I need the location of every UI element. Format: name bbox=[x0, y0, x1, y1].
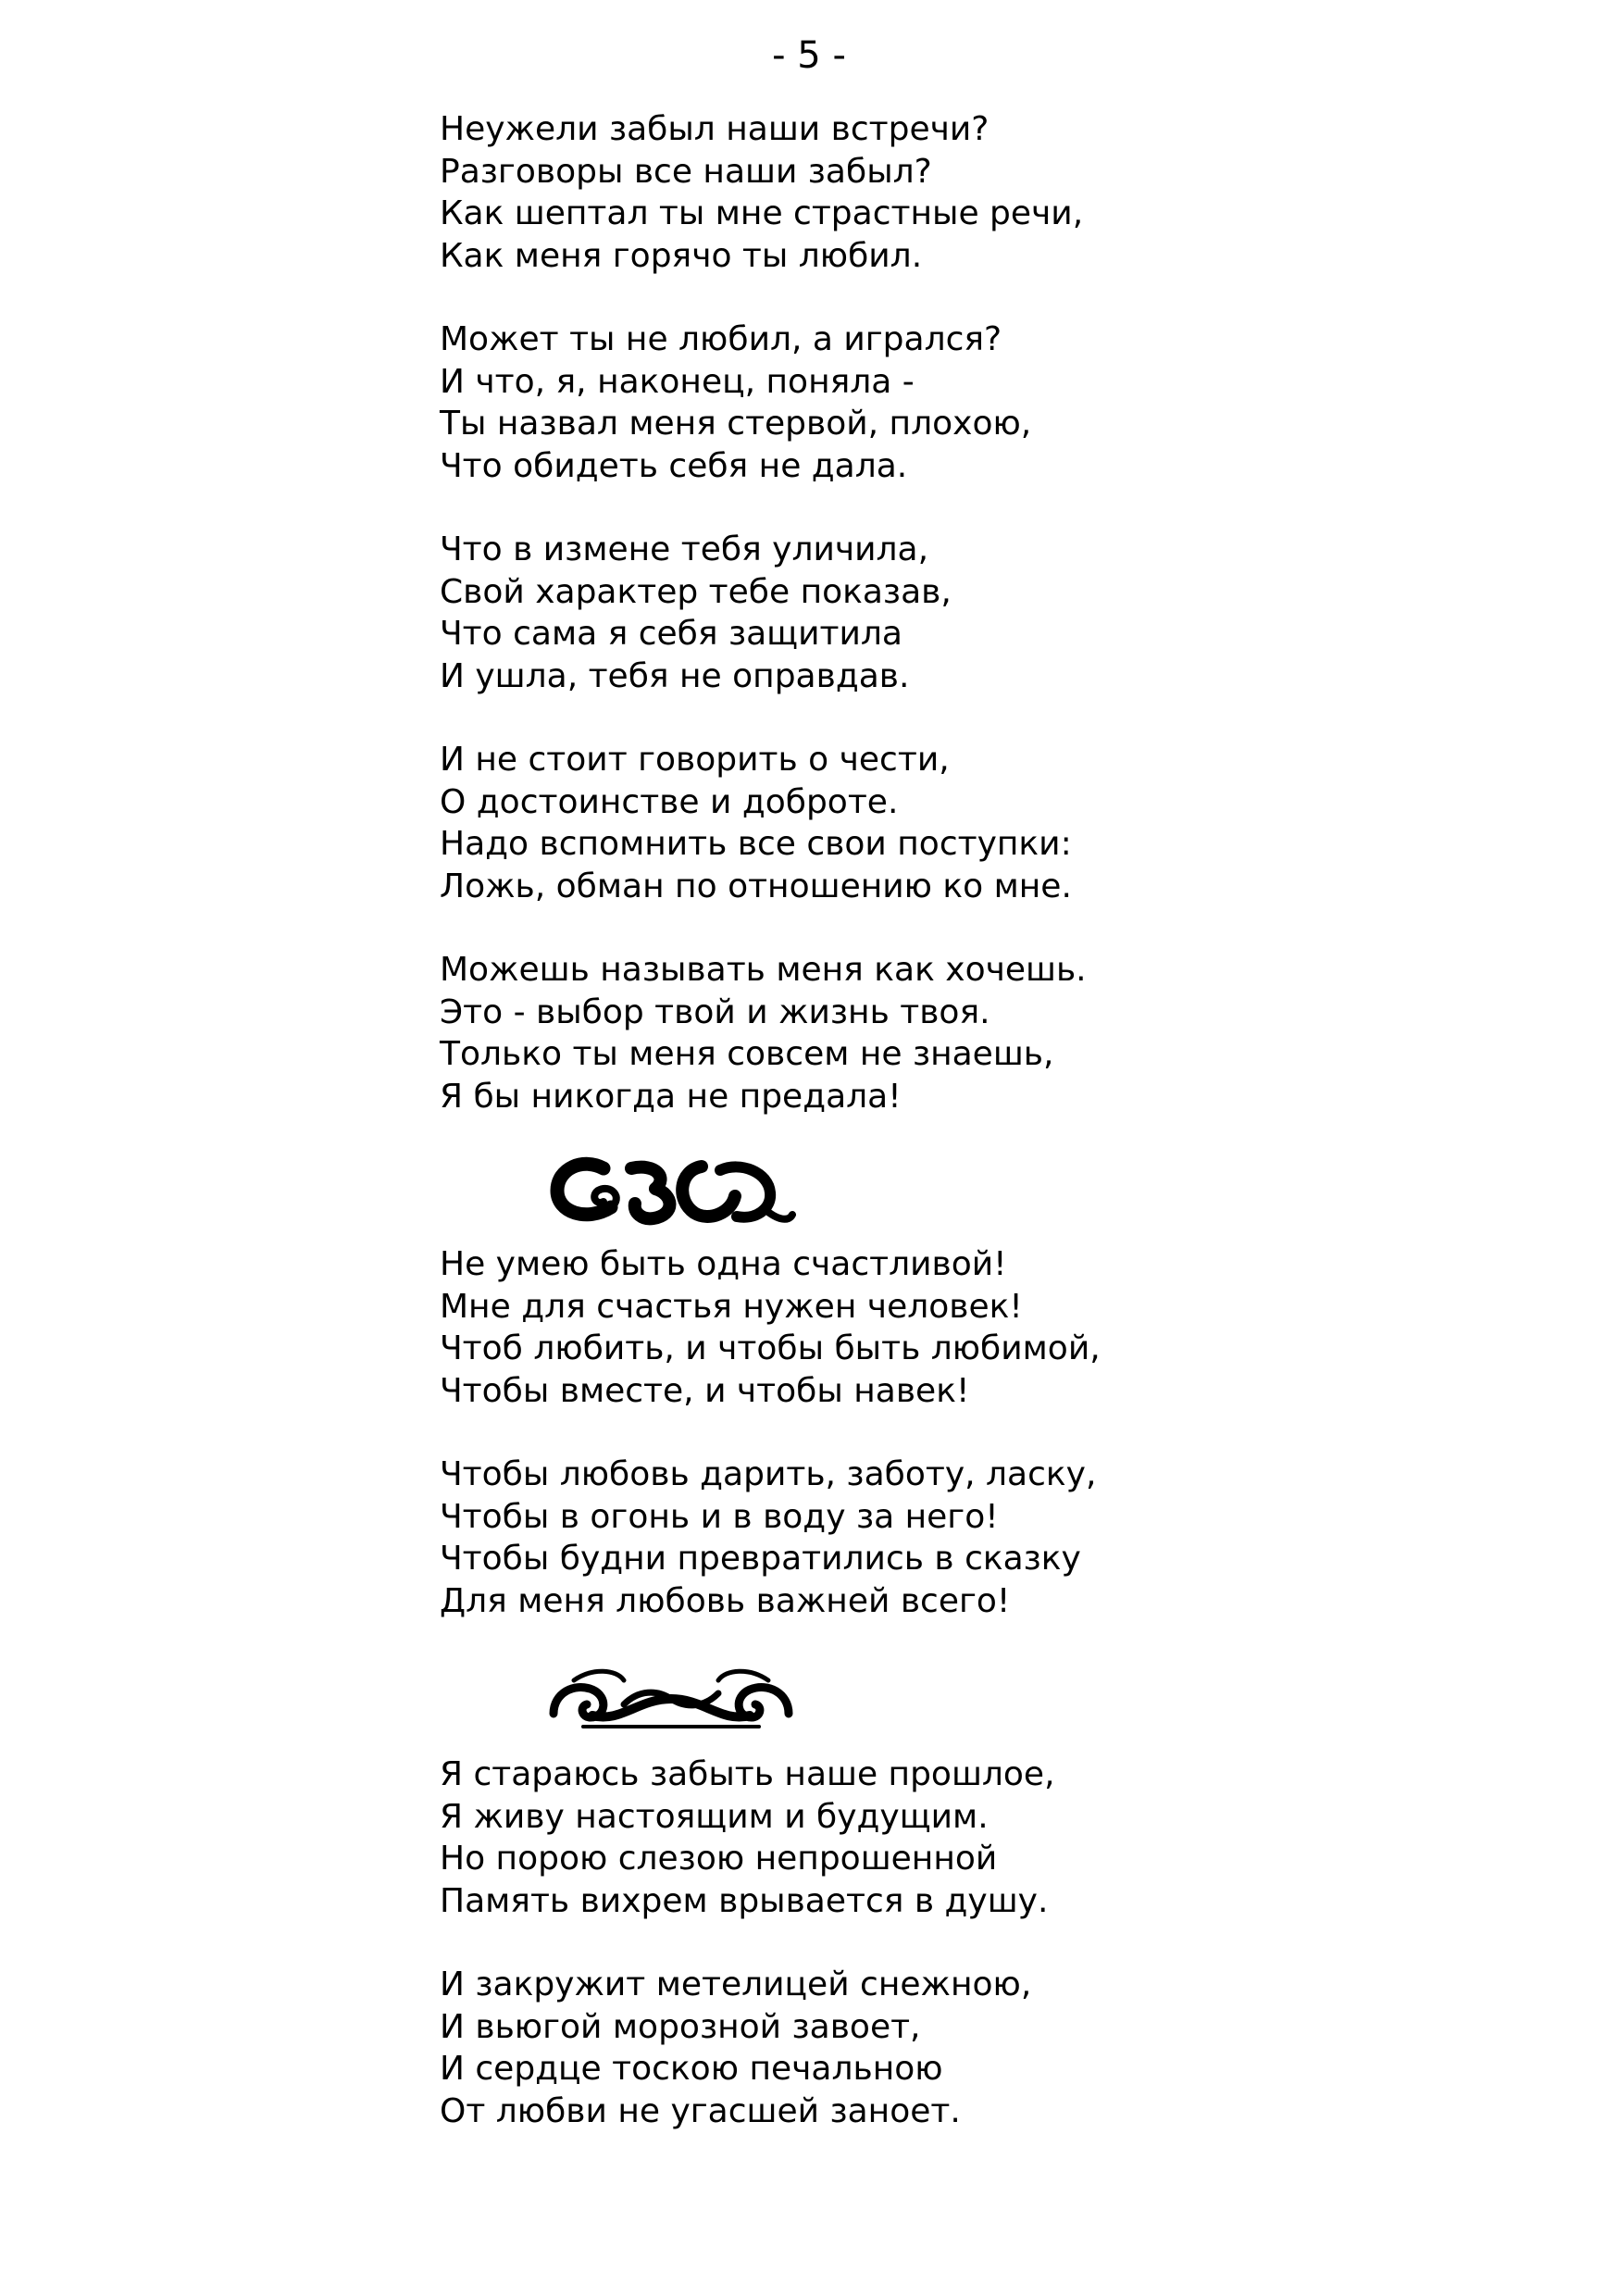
page-number: - 5 - bbox=[772, 34, 846, 77]
stanza bbox=[440, 949, 1087, 1117]
poem-line: Мне для счастья нужен человек! bbox=[440, 1287, 1023, 1326]
curl-flourish-icon bbox=[546, 1148, 796, 1231]
poem-line: Что в измене тебя уличила, bbox=[440, 530, 929, 568]
poem-line: Свой характер тебе показав, bbox=[440, 572, 952, 611]
poem-line: Для меня любовь важней всего! bbox=[440, 1581, 1011, 1620]
poem-line: Я живу настоящим и будущим. bbox=[440, 1797, 989, 1836]
stanza bbox=[440, 739, 1072, 907]
stanza bbox=[440, 1753, 1055, 1922]
poem-line: И вьюгой морозной завоет, bbox=[440, 2007, 921, 2046]
poem-line: Не умею быть одна счастливой! bbox=[440, 1245, 1007, 1283]
stanza bbox=[440, 108, 1083, 277]
poem-line: Что обидеть себя не дала. bbox=[440, 446, 908, 485]
poem-line: Ложь, обман по отношению ко мне. bbox=[440, 867, 1072, 905]
poem-line: Я стараюсь забыть наше прошлое, bbox=[440, 1755, 1055, 1793]
poem-line: И не стоит говорить о чести, bbox=[440, 741, 950, 779]
poem-line: Только ты меня совсем не знаешь, bbox=[440, 1035, 1054, 1073]
stanza bbox=[440, 1454, 1096, 1622]
poem-line: Это - выбор твой и жизнь твоя. bbox=[440, 992, 990, 1031]
poem-line: Но порою слезою непрошенной bbox=[440, 1840, 998, 1878]
poem-line: Неужели забыл наши встречи? bbox=[440, 110, 989, 148]
poem-line: Разговоры все наши забыл? bbox=[440, 152, 932, 191]
poem-line: Как шептал ты мне страстные речи, bbox=[440, 194, 1084, 232]
poem-line: Память вихрем врывается в душу. bbox=[440, 1881, 1049, 1920]
poem-line: Ты назвал меня стервой, плохою, bbox=[440, 405, 1032, 443]
poem-line: И закружит метелицей снежною, bbox=[440, 1965, 1032, 2003]
poem-line: Чтобы любовь дарить, заботу, ласку, bbox=[440, 1455, 1097, 1493]
poem-line: Чтобы будни превратились в сказку bbox=[440, 1540, 1081, 1578]
poem-line: Чтобы вместе, и чтобы навек! bbox=[440, 1371, 970, 1410]
poem-line: Чтобы в огонь и в воду за него! bbox=[440, 1497, 999, 1536]
poem-line: Надо вспомнить все свои поступки: bbox=[440, 825, 1072, 863]
poem-line: Что сама я себя защитила bbox=[440, 615, 902, 653]
poem-line: О достоинстве и доброте. bbox=[440, 782, 899, 821]
stanza bbox=[440, 318, 1031, 487]
stanza bbox=[440, 1243, 1101, 1412]
scroll-flourish-icon bbox=[546, 1662, 796, 1736]
stanza bbox=[440, 1964, 1031, 2132]
poem-line: Чтоб любить, и чтобы быть любимой, bbox=[440, 1329, 1101, 1367]
poem-line: Можешь называть меня как хочешь. bbox=[440, 951, 1087, 989]
poem-line: Я бы никогда не предала! bbox=[440, 1077, 902, 1116]
poem-line: И что, я, наконец, поняла - bbox=[440, 362, 915, 401]
stanza bbox=[440, 529, 952, 697]
poem-line: Может ты не любил, а игрался? bbox=[440, 320, 1002, 358]
poem-line: От любви не угасшей заноет. bbox=[440, 2091, 961, 2130]
poem-line: И сердце тоскою печальною bbox=[440, 2050, 943, 2088]
poem-line: Как меня горячо ты любил. bbox=[440, 236, 923, 275]
poem-line: И ушла, тебя не оправдав. bbox=[440, 656, 910, 695]
